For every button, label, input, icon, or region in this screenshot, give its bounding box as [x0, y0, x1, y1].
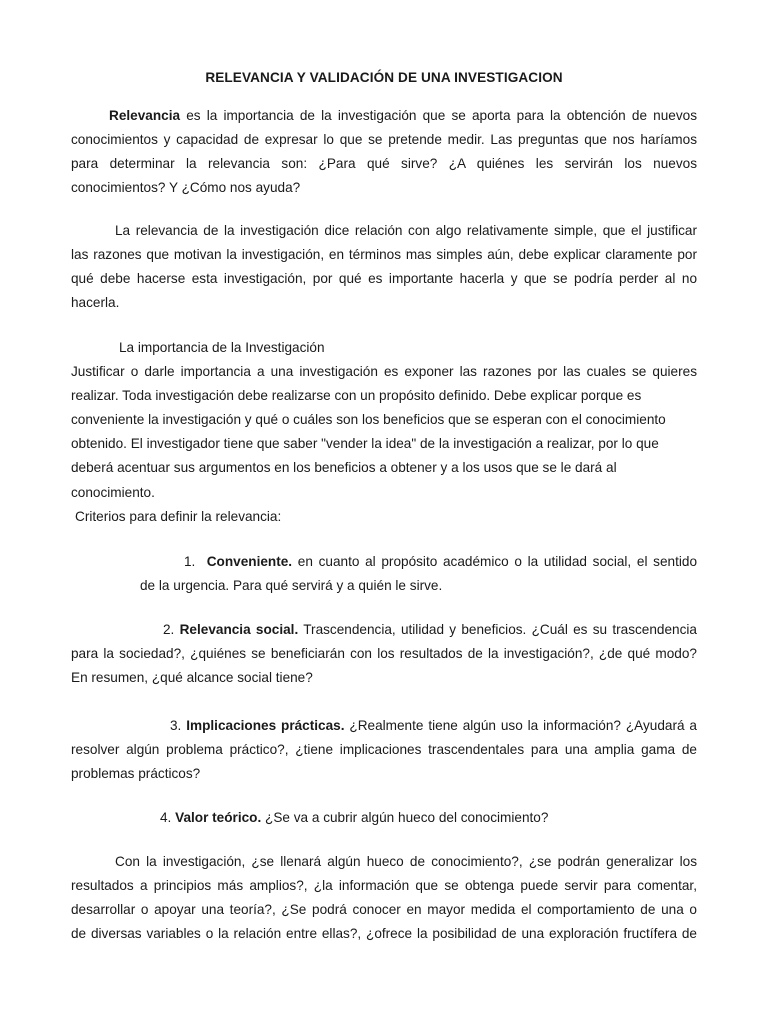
section-heading	[71, 336, 697, 360]
text-span: ¿Se va a cubrir algún hueco del conocimiento?	[261, 810, 549, 825]
text-line: Justificar o darle importancia a una investigación es exponer las razones por las cuales se quieres	[71, 364, 697, 380]
text-span: en cuanto al propósito académico o la utilidad social, el sentido	[292, 554, 697, 569]
paragraph-importancia	[71, 336, 697, 529]
text-line: hacerla.	[71, 295, 120, 311]
bold-term: Valor teórico.	[175, 810, 262, 825]
bold-term: Implicaciones prácticas.	[186, 718, 345, 733]
text-line: conveniente la investigación y qué o cuáles son los beneficios que se esperan con el conocimiento	[71, 412, 666, 428]
criterion-4	[71, 806, 697, 830]
paragraph-relevancia	[71, 104, 697, 200]
text-line	[140, 550, 697, 574]
text-line	[71, 806, 697, 830]
text-span: Trascendencia, utilidad y beneficios. ¿Cuál es su trascendencia	[298, 622, 697, 637]
text-line: desarrollar o apoyar una teoría?, ¿Se podrá conocer en mayor medida el comportamiento de una o	[71, 902, 697, 918]
text-span: Criterios para definir la relevancia:	[75, 508, 282, 524]
text-line: de diversas variables o la relación entre ellas?, ¿ofrece la posibilidad de una exploración fructífera de	[71, 926, 697, 942]
text-line	[71, 618, 697, 642]
text-line	[71, 714, 697, 738]
text-span: La importancia de la Investigación	[119, 340, 325, 355]
text-line: resultados a principios más amplios?, ¿la información que se obtenga puede servir para comentar,	[71, 878, 697, 894]
text-line: conocimientos? Y ¿Cómo nos ayuda?	[71, 180, 301, 196]
text-span: Con la investigación, ¿se llenará algún hueco de conocimiento?, ¿se podrán generalizar los	[115, 854, 697, 869]
list-number: 3.	[170, 718, 182, 733]
bold-term: Relevancia social.	[179, 622, 299, 637]
text-line: En resumen, ¿qué alcance social tiene?	[71, 670, 313, 686]
text-span: es la importancia de la investigación que se aporta para la obtención de nuevos	[180, 108, 697, 123]
criterion-1	[140, 550, 697, 598]
bold-term: Relevancia	[109, 108, 181, 123]
text-line	[71, 104, 697, 128]
criterion-3	[71, 714, 697, 786]
document-title: RELEVANCIA Y VALIDACIÓN DE UNA INVESTIGACION	[205, 70, 563, 85]
text-line: para la sociedad?, ¿quiénes se beneficiarán con los resultados de la investigación?, ¿de qué modo?	[71, 646, 697, 662]
text-line: para determinar la relevancia son: ¿Para qué sirve? ¿A quiénes les servirán los nuevos	[71, 156, 697, 172]
text-line	[71, 219, 697, 243]
text-line: problemas prácticos?	[71, 766, 201, 782]
paragraph-valor-teorico	[71, 850, 697, 946]
paragraph-relevancia-investigacion	[71, 219, 697, 315]
text-line	[71, 850, 697, 874]
bold-term: Conveniente.	[206, 554, 293, 569]
text-line: realizar. Toda investigación debe realizarse con un propósito definido. Debe explicar porque es	[71, 388, 642, 404]
text-span: ¿Realmente tiene algún uso la información? ¿Ayudará a	[344, 718, 697, 733]
text-line: obtenido. El investigador tiene que saber "vender la idea" de la investigación a realizar, por lo que	[71, 436, 659, 452]
text-line: deberá acentuar sus argumentos en los beneficios a obtener y a los usos que se le dará al	[71, 460, 617, 476]
text-line: resolver algún problema práctico?, ¿tiene implicaciones trascendentales para una amplia gama de	[71, 742, 697, 758]
text-span: La relevancia de la investigación dice relación con algo relativamente simple, que el justificar	[115, 223, 697, 238]
criteria-intro	[71, 505, 697, 529]
text-line: de la urgencia. Para qué servirá y a quién le sirve.	[140, 578, 443, 594]
text-line: las razones que motivan la investigación, en términos mas simples aún, debe explicar claramente por	[71, 247, 697, 263]
list-number: 4.	[160, 810, 172, 825]
list-number: 2.	[163, 622, 175, 637]
criterion-2	[71, 618, 697, 690]
text-line: conocimiento.	[71, 484, 155, 500]
list-number: 1.	[184, 554, 196, 569]
text-line: conocimientos y capacidad de expresar lo que se pretende medir. Las preguntas que nos haríamos	[71, 132, 697, 148]
text-line: qué debe hacerse esta investigación, por qué es importante hacerla y que se podría perder al no	[71, 271, 697, 287]
